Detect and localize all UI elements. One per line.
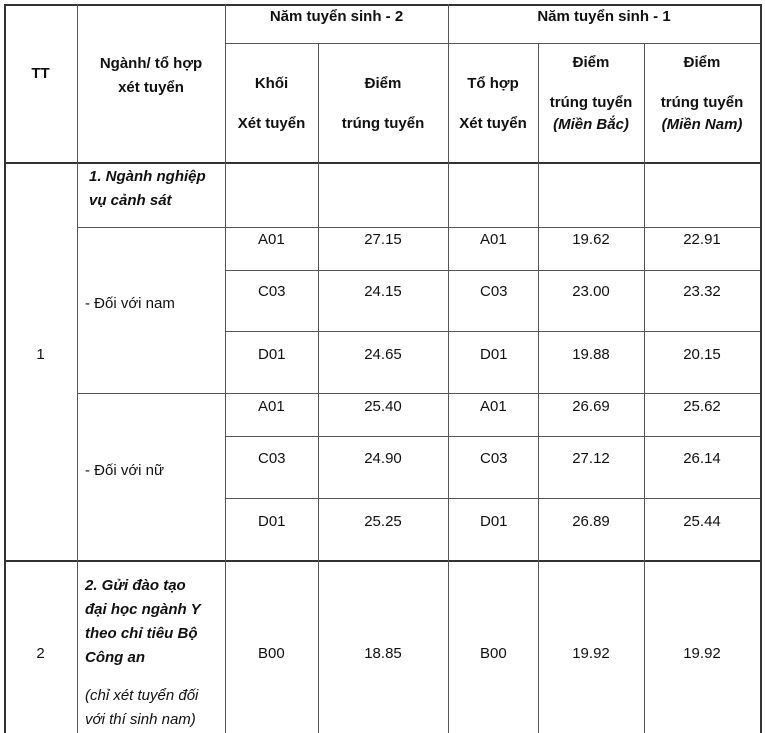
header-tohop-line1: Tổ hợp xyxy=(467,75,519,92)
header-diem-bac-line3: (Miền Bắc) xyxy=(553,116,629,133)
row-bac: 27.12 xyxy=(572,450,610,467)
header-diem-bac-line1: Điểm xyxy=(572,54,610,71)
row-khoi: C03 xyxy=(258,283,286,300)
row-khoi: C03 xyxy=(258,450,286,467)
header-diem2-line1: Điểm xyxy=(364,75,402,92)
header-diem-nam-line1: Điểm xyxy=(683,54,721,71)
row-tohop: C03 xyxy=(480,450,508,467)
header-diem-nam xyxy=(644,52,760,136)
header-diem-bac xyxy=(538,52,644,136)
section2-title-line1: 2. Gửi đào tạo xyxy=(85,577,186,594)
row-khoi: B00 xyxy=(258,645,285,662)
row-tohop: D01 xyxy=(480,346,508,363)
section2-title xyxy=(85,574,218,732)
row-bac: 26.69 xyxy=(572,398,610,415)
row-tohop: D01 xyxy=(480,513,508,530)
header-year2: Năm tuyển sinh - 2 xyxy=(269,8,404,25)
row-diem2: 18.85 xyxy=(364,645,402,662)
header-nganh xyxy=(77,52,225,100)
header-year1: Năm tuyển sinh - 1 xyxy=(537,8,671,25)
header-diem2 xyxy=(318,64,448,144)
header-tohop-line2: Xét tuyển xyxy=(459,115,527,132)
section1-title-line1: 1. Ngành nghiệp xyxy=(89,168,206,185)
section2-note-line1: (chỉ xét tuyển đối xyxy=(85,687,199,704)
row-khoi: D01 xyxy=(258,346,286,363)
row-tohop: C03 xyxy=(480,283,508,300)
header-khoi xyxy=(225,64,318,144)
section1-title-line2: vụ cảnh sát xyxy=(89,192,172,209)
section1-female-label: - Đối với nữ xyxy=(85,462,165,479)
header-diem-bac-line2: trúng tuyển xyxy=(549,94,633,111)
row-nam: 23.32 xyxy=(683,283,721,300)
header-khoi-line2: Xét tuyển xyxy=(237,115,306,132)
row-diem2: 25.40 xyxy=(364,398,402,415)
row-diem2: 25.25 xyxy=(364,513,402,530)
header-tt: TT xyxy=(31,65,50,82)
row-diem2: 24.90 xyxy=(364,450,402,467)
row-nam: 20.15 xyxy=(683,346,721,363)
row-khoi: A01 xyxy=(258,398,285,415)
header-khoi-line1: Khối xyxy=(254,75,289,92)
row-nam: 25.44 xyxy=(683,513,721,530)
section1-title xyxy=(89,165,219,213)
row-nam: 19.92 xyxy=(683,645,721,662)
section2-note-line2: với thí sinh nam) xyxy=(85,711,196,728)
header-diem2-line2: trúng tuyển xyxy=(341,115,425,132)
section2-title-line3: theo chỉ tiêu Bộ xyxy=(85,625,198,642)
header-tohop xyxy=(448,64,538,144)
row-tohop: B00 xyxy=(480,645,507,662)
row-bac: 23.00 xyxy=(572,283,610,300)
section1-male-label: - Đối với nam xyxy=(85,295,175,312)
section1-tt: 1 xyxy=(36,346,45,363)
row-diem2: 24.65 xyxy=(364,346,402,363)
header-diem-nam-line2: trúng tuyển xyxy=(660,94,744,111)
row-bac: 26.89 xyxy=(572,513,610,530)
row-diem2: 24.15 xyxy=(364,283,402,300)
row-bac: 19.92 xyxy=(572,645,610,662)
section2-tt: 2 xyxy=(36,645,45,662)
row-bac: 19.88 xyxy=(572,346,610,363)
header-diem-nam-line3: (Miền Nam) xyxy=(661,116,743,133)
section2-title-line4: Công an xyxy=(85,649,145,666)
header-nganh-line2: xét tuyển xyxy=(118,79,184,96)
section2-title-line2: đại học ngành Y xyxy=(85,601,201,618)
header-nganh-line1: Ngành/ tổ hợp xyxy=(99,55,203,72)
row-nam: 26.14 xyxy=(683,450,721,467)
row-diem2: 27.15 xyxy=(364,231,402,248)
row-tohop: A01 xyxy=(480,231,507,248)
row-khoi: A01 xyxy=(258,231,285,248)
row-bac: 19.62 xyxy=(572,231,610,248)
row-tohop: A01 xyxy=(480,398,507,415)
row-nam: 25.62 xyxy=(683,398,721,415)
row-nam: 22.91 xyxy=(683,231,721,248)
row-khoi: D01 xyxy=(258,513,286,530)
